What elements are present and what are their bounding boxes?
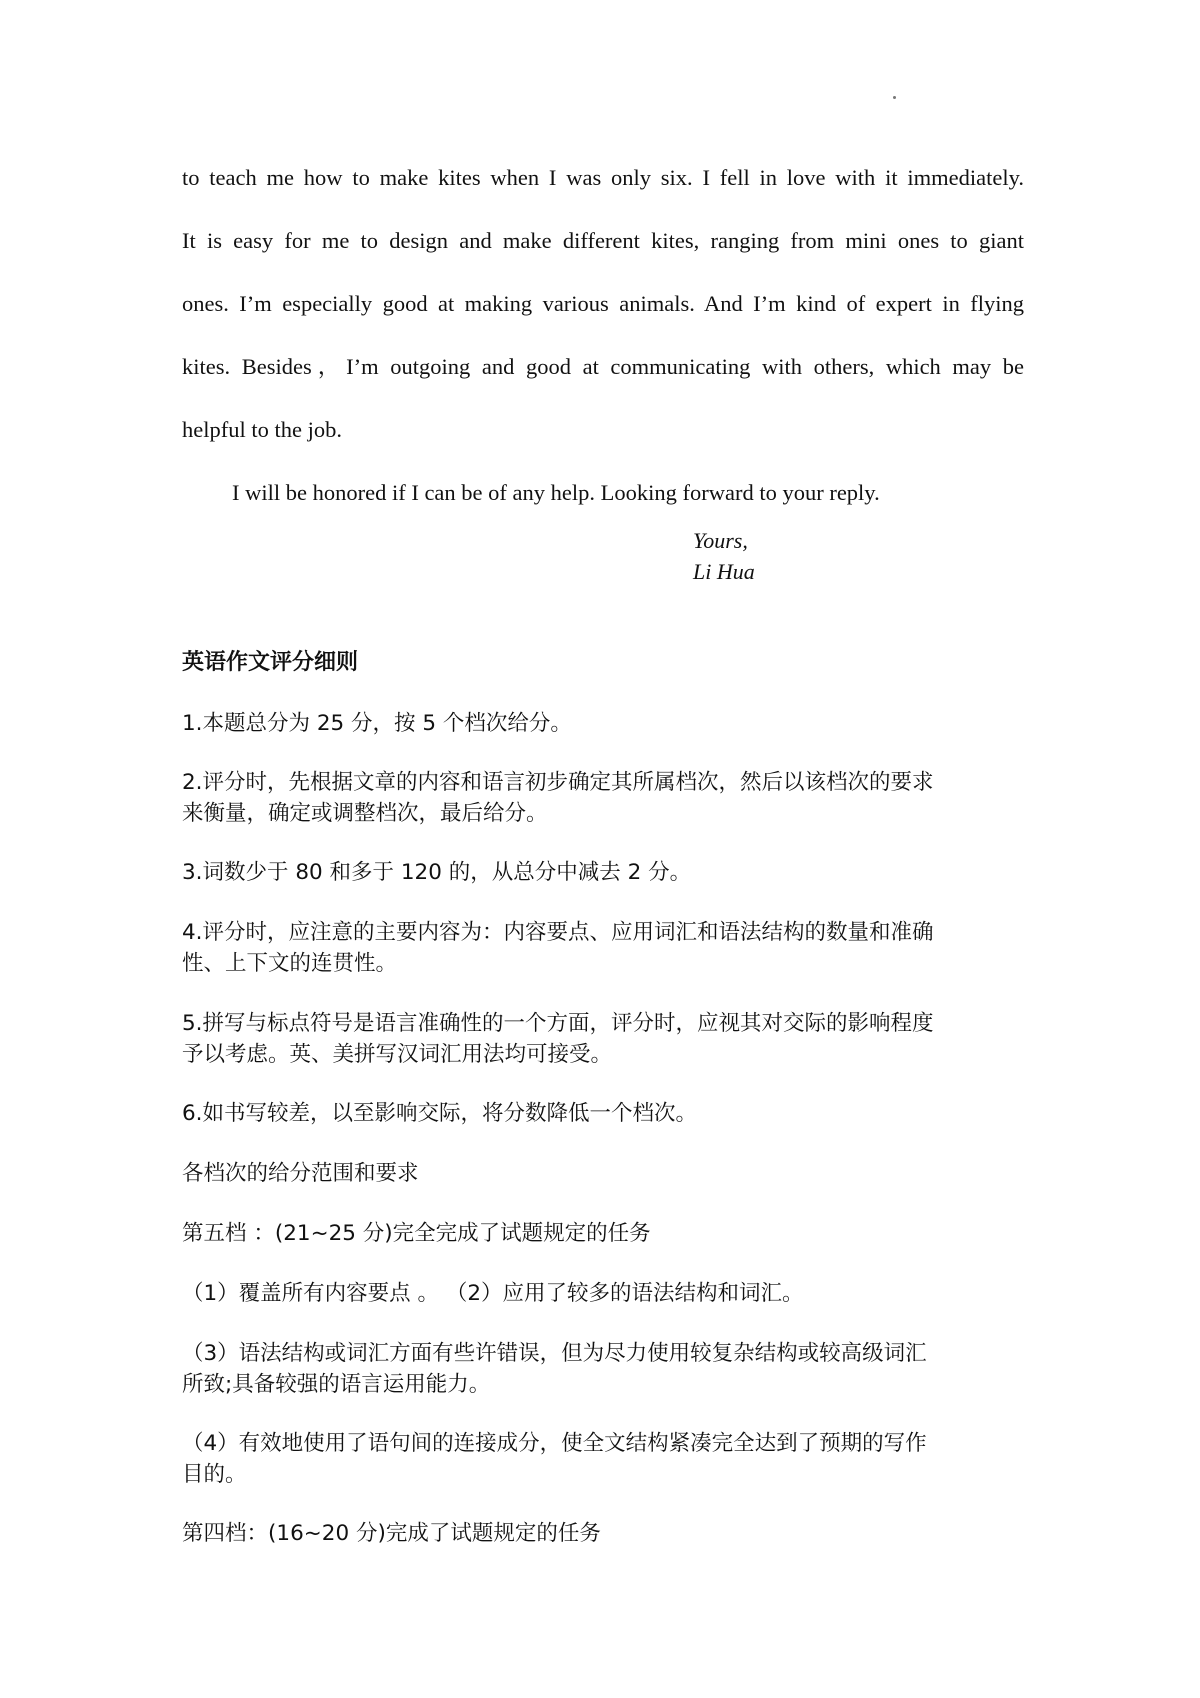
rubric-item-line: 4.评分时，应注意的主要内容为：内容要点、应用词汇和语法结构的数量和准确 xyxy=(182,920,934,945)
level5-point-line: （3）语法结构或词汇方面有些许错误，但为尽力使用较复杂结构或较高级词汇 xyxy=(182,1341,927,1366)
rubric-item-line: 1.本题总分为 25 分，按 5 个档次给分。 xyxy=(182,711,572,736)
level5-point xyxy=(182,1338,1024,1400)
rubric-item-line: 6.如书写较差，以至影响交际，将分数降低一个档次。 xyxy=(182,1101,698,1126)
rubric-item xyxy=(182,1098,1024,1129)
level5-point-line: （1）覆盖所有内容要点 。 （2）应用了较多的语法结构和词汇。 xyxy=(182,1281,804,1306)
rubric-item xyxy=(182,767,1024,829)
rubric-item xyxy=(182,1008,1024,1070)
letter-signature: Li Hua xyxy=(693,559,755,584)
rubric-title: 英语作文评分细则 xyxy=(182,650,359,675)
letter-line: helpful to the job. xyxy=(182,417,342,442)
decorative-dot xyxy=(893,96,896,99)
level5-point-line: 目的。 xyxy=(182,1462,247,1487)
rubric-item-line: 2.评分时，先根据文章的内容和语言初步确定其所属档次，然后以该档次的要求 xyxy=(182,770,934,795)
letter-sign-off: Yours, xyxy=(693,528,748,553)
letter-closing-paragraph: I will be honored if I can be of any help. Looking forward to your reply. xyxy=(232,480,880,505)
levels-heading xyxy=(182,1158,1024,1189)
levels-heading-text: 各档次的给分范围和要求 xyxy=(182,1161,419,1186)
level5-point-line: （4）有效地使用了语句间的连接成分，使全文结构紧凑完全达到了预期的写作 xyxy=(182,1431,927,1456)
letter-line: It is easy for me to design and make different kites, ranging from mini ones to giant xyxy=(182,228,1024,253)
letter-line: to teach me how to make kites when I was only six. I fell in love with it immediately. xyxy=(182,165,1024,190)
letter-line: kites. Besides，I’m outgoing and good at communicating with others, which may be xyxy=(182,354,1024,379)
rubric-item xyxy=(182,917,1024,979)
rubric-item-line: 性、上下文的连贯性。 xyxy=(182,951,398,976)
level5-heading xyxy=(182,1218,1024,1249)
letter-line: ones. I’m especially good at making various animals. And I’m kind of expert in flying xyxy=(182,291,1024,316)
level5-heading-text: 第五档 ：(21~25 分)完全完成了试题规定的任务 xyxy=(182,1221,651,1246)
rubric-item-line: 予以考虑。英、美拼写汉词汇用法均可接受。 xyxy=(182,1042,613,1067)
rubric-item-line: 3.词数少于 80 和多于 120 的，从总分中减去 2 分。 xyxy=(182,860,692,885)
level5-point-line: 所致;具备较强的语言运用能力。 xyxy=(182,1372,491,1397)
rubric-item-line: 5.拼写与标点符号是语言准确性的一个方面，评分时，应视其对交际的影响程度 xyxy=(182,1011,934,1036)
level5-point xyxy=(182,1278,1024,1309)
rubric-item xyxy=(182,857,1024,888)
rubric-item-line: 来衡量，确定或调整档次，最后给分。 xyxy=(182,801,548,826)
level5-point xyxy=(182,1428,1024,1490)
rubric-item xyxy=(182,708,1024,739)
level4-heading xyxy=(182,1518,1024,1549)
level4-heading-text: 第四档：(16~20 分)完成了试题规定的任务 xyxy=(182,1521,601,1546)
